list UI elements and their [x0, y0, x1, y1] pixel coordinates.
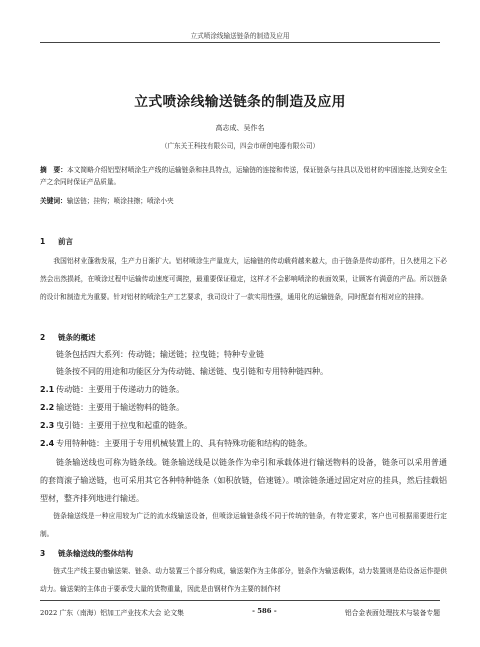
- keywords: [40, 195, 447, 207]
- affiliation: （广东关王科技有限公司，四会市研创电器有限公司）: [160, 142, 320, 150]
- abstract-label: 摘 要：: [40, 166, 67, 174]
- section-heading-1: [40, 236, 447, 247]
- paragraph: 链式生产线主要由输送架、链条、动力装置三个部分构成，输送架作为主体部分，链条作为输送载体，动力装置则是给设备运作提供动力。输送架的主体由于要承受大量的货物重量，因此是由钢材作为主要的制作材: [40, 567, 447, 593]
- header-rule: [40, 42, 440, 43]
- abstract: [40, 164, 447, 188]
- list-item-number: 2.1: [40, 385, 55, 394]
- footer-rule: [40, 600, 440, 601]
- list-item-number: 2.2: [40, 403, 55, 412]
- section-number: 3: [40, 549, 46, 558]
- page-footer: [40, 607, 440, 617]
- paragraph: 链条输送线也可称为链条线。链条输送线是以链条作为牵引和承载体进行输送物料的设备，链条可以采用普通的套筒滚子输送链，也可采用其它各种特种链条（如积放链，倍速链）。喷涂链条通过固定对应的挂具，然后挂载铝型材，整齐排列地进行输送。: [40, 458, 447, 503]
- list-item-text: 传动链：主要用于传递动力的链条。: [56, 385, 185, 394]
- list-item: [40, 399, 447, 417]
- paper-title: 立式喷涂线输送链条的制造及应用: [134, 94, 346, 110]
- list-item-text: 专用特种链：主要用于专用机械装置上的、具有特殊功能和结构的链条。: [56, 439, 313, 448]
- section-heading-3: [40, 548, 447, 559]
- abstract-text: 本文简略介绍铝型材喷涂生产线的运输链条和挂具特点，运输链的连接和传送，保证链条与挂具以及铝材的牢固连接,达到安全生产之余同时保证产品质量。: [40, 166, 448, 186]
- paragraph: 链条输送线是一种应用较为广泛的流水线输送设备，但喷涂运输链条线不同于传统的链条，有特定要求，客户也可根据需要进行定制。: [40, 512, 447, 538]
- keywords-label: 关键词：: [40, 197, 67, 205]
- section-heading-2: [40, 332, 447, 343]
- footer-topic: 铝合金表面处理技术与装备专题: [344, 609, 440, 617]
- section-title: 链条的概述: [58, 333, 96, 342]
- footer-proceedings: 2022 广东（南海）铝加工产业技术大会 论文集: [40, 609, 184, 617]
- list-item: [40, 381, 447, 399]
- list-item-number: 2.3: [40, 421, 55, 430]
- authors: 高志成、吴作名: [215, 124, 265, 132]
- list-item-text: 输送链：主要用于输送物料的链条。: [56, 403, 185, 412]
- keywords-text: 输送链；挂钩；喷涂挂擦；喷涂小夹: [66, 197, 174, 205]
- section-number: 2: [40, 333, 46, 342]
- paragraph: 我国铝材业蓬勃发展，生产力日渐扩大。铝材喷涂生产量庞大，运输链的传动载荷越来越大，由于链条是传动部件，日久使用之下必然会出然损耗，在喷涂过程中运输传动速度可调控，最重要保证稳定，这样才不会影响喷涂的表面效果，让顾客有满意的产品。所以链条的设计和制造尤为重要。针对铝材的喷涂生产工艺要求，我司设计了一款实用性强，通用化的运输链条，同时配套有相对应的挂排。: [40, 257, 447, 301]
- list-item-number: 2.4: [40, 439, 55, 448]
- paragraph: 链条按不同的用途和功能区分为传动链、输送链、曳引链和专用特种链四种。: [56, 367, 328, 376]
- list-item-text: 曳引链：主要用于拉曳和起重的链条。: [56, 421, 193, 430]
- paragraph: 链条包括四大系列：传动链；输送链；拉曳链；特种专业链: [56, 350, 264, 359]
- section-number: 1: [40, 237, 46, 246]
- section-title: 链条输送线的整体结构: [58, 549, 133, 558]
- list-item: [40, 417, 447, 435]
- running-head: 立式喷涂线输送链条的制造及应用: [190, 32, 290, 40]
- page-number: - 586 -: [252, 607, 277, 615]
- list-item: [40, 435, 447, 453]
- section-title: 前言: [58, 237, 73, 246]
